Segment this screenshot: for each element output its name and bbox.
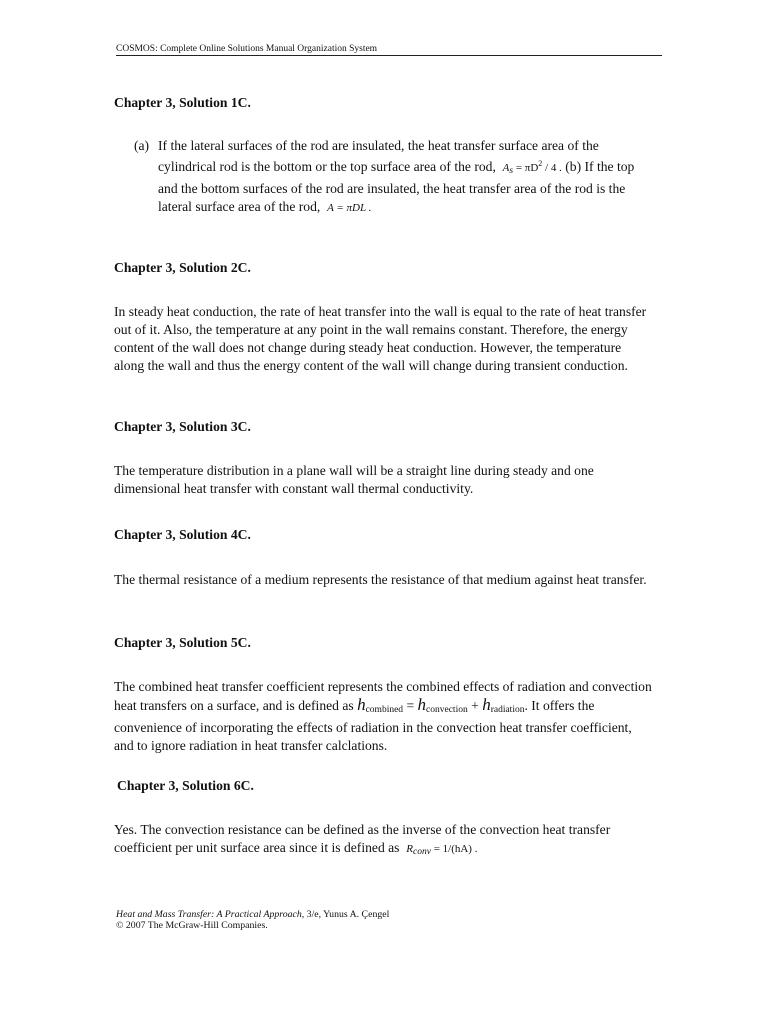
section-heading-2c: Chapter 3, Solution 2C.: [114, 260, 251, 275]
list-marker: (a): [134, 138, 150, 153]
solution-2c-text: In steady heat conduction, the rate of heat transfer into the wall is equal to the rate of heat transfer out of it. Also, the temperature at any point in the wall remains constant. Therefore, the energy content of the wall does not change during steady heat conduction. However, the temperature along the wall and thus the energy content of the wall will change during transient conduction.: [114, 304, 647, 373]
section-heading-6c: Chapter 3, Solution 6C.: [117, 778, 254, 793]
copyright: © 2007 The McGraw-Hill Companies.: [116, 920, 268, 931]
lateral-area-formula: A = πDL .: [327, 202, 372, 214]
solution-1c-text: If the lateral surfaces of the rod are insulated, the heat transfer surface area of the cylindrical rod is the bottom or the top surface area of the rod, $As = \pi D^2 / 4$ . (b) If the top and the bottom surfaces of the rod are insulated, the heat transfer area of the rod is the lateral surface area of the rod, A = πDL .: [158, 138, 635, 214]
section-heading-3c: Chapter 3, Solution 3C.: [114, 419, 251, 434]
section-heading-5c: Chapter 3, Solution 5C.: [114, 635, 251, 650]
book-title: Heat and Mass Transfer: A Practical Approach: [116, 909, 302, 920]
solution-1c-item: [134, 137, 654, 217]
solution-5c-text: The combined heat transfer coefficient represents the combined effects of radiation and convection heat transfers on a surface, and is defined as $h_{combined} = h_{convection} + h_{radiation}$. It offers the convenience of incorporating the effects of radiation in the convection heat transfer coefficient, and to ignore radiation in heat transfer calclations.: [114, 679, 652, 753]
page-header: COSMOS: Complete Online Solutions Manual Organization System: [116, 44, 662, 56]
solution-6c-text: Yes. The convection resistance can be defined as the inverse of the convection heat transfer coefficient per unit surface area since it is defined as Rconv = 1/(hA) .: [114, 822, 611, 857]
convection-resistance-formula: Rconv = 1/(hA) .: [406, 843, 478, 857]
solution-4c-text: The thermal resistance of a medium represents the resistance of that medium against heat transfer.: [114, 572, 647, 587]
solution-3c-text: The temperature distribution in a plane wall will be a straight line during steady and one dimensional heat transfer with constant wall thermal conductivity.: [114, 463, 594, 496]
section-heading-4c: Chapter 3, Solution 4C.: [114, 527, 251, 542]
book-edition: , 3/e, Yunus A. Çengel: [301, 909, 390, 920]
section-heading-1c: Chapter 3, Solution 1C.: [114, 95, 251, 110]
page-footer: [116, 909, 389, 931]
surface-area-formula: $As = \pi D^2 / 4$ .: [502, 159, 562, 176]
